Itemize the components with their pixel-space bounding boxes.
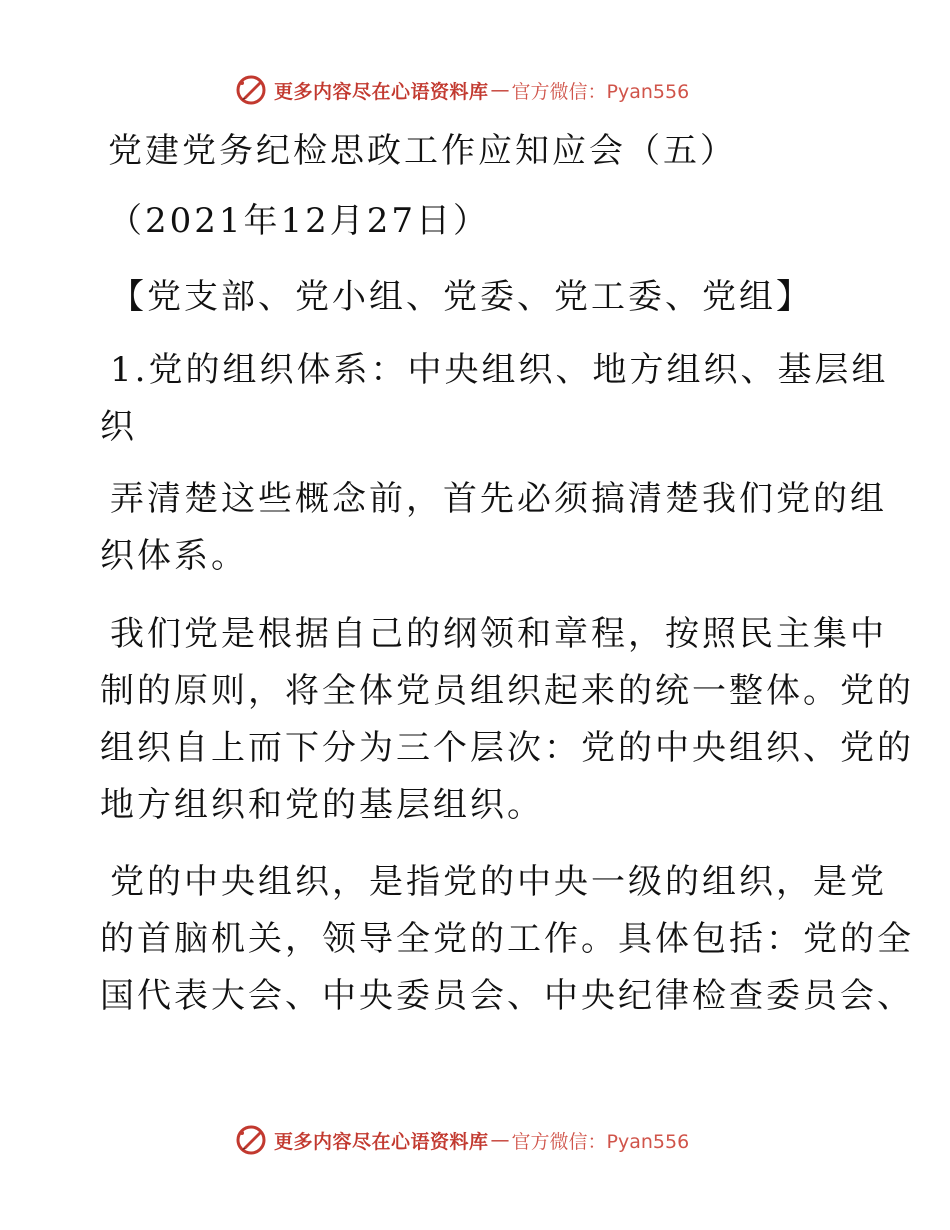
banner-contact: 官方微信：Pyan556 <box>511 1130 690 1153</box>
banner-separator: — <box>490 79 510 101</box>
body-line: 制的原则，将全体党员组织起来的统一整体。党的 <box>100 671 914 711</box>
body-line: 织体系。 <box>100 536 248 576</box>
body-line: 组织自上而下分为三个层次：党的中央组织、党的 <box>100 728 914 768</box>
footer-banner <box>234 1120 689 1160</box>
body-line: 1.党的组织体系：中央组织、地方组织、基层组 <box>110 350 889 390</box>
body-line: 国代表大会、中央委员会、中央纪律检查委员会、 <box>100 976 914 1016</box>
body-line: 织 <box>100 407 137 447</box>
banner-contact: 官方微信：Pyan556 <box>511 80 690 103</box>
quill-seal-icon <box>234 1123 268 1157</box>
banner-site-name: 更多内容尽在心语资料库 <box>274 80 489 103</box>
body-line: 我们党是根据自己的纲领和章程，按照民主集中 <box>110 614 887 654</box>
body-line: 的首脑机关，领导全党的工作。具体包括：党的全 <box>100 919 914 959</box>
header-banner <box>234 70 689 110</box>
quill-seal-icon <box>234 73 268 107</box>
body-line: 弄清楚这些概念前，首先必须搞清楚我们党的组 <box>110 479 887 519</box>
body-line: 地方组织和党的基层组织。 <box>100 785 544 825</box>
banner-site-name: 更多内容尽在心语资料库 <box>274 1130 489 1153</box>
document-title: 党建党务纪检思政工作应知应会（五） <box>108 131 737 171</box>
body-line: 党的中央组织，是指党的中央一级的组织，是党 <box>110 862 887 902</box>
document-date: （2021年12月27日） <box>108 201 491 241</box>
banner-separator: — <box>490 1129 510 1151</box>
section-heading: 【党支部、党小组、党委、党工委、党组】 <box>110 277 813 317</box>
